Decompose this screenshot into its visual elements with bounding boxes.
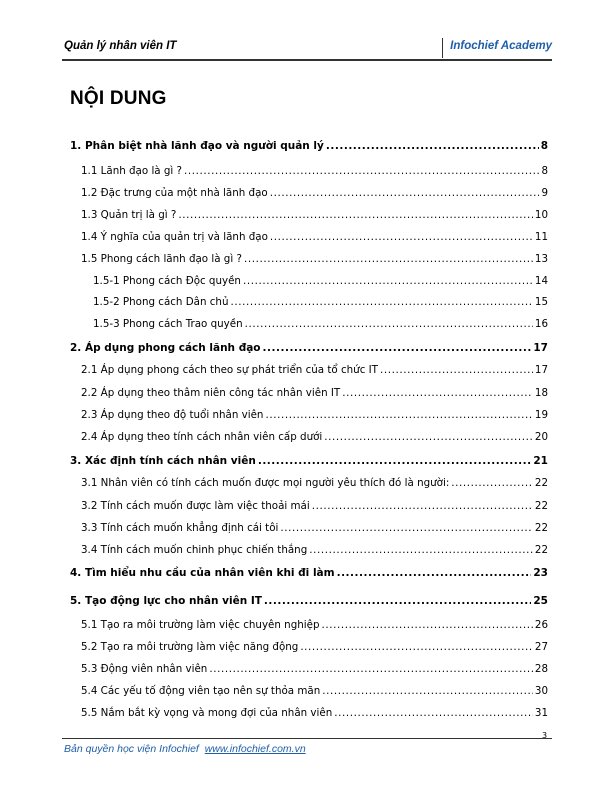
toc-entry[interactable] xyxy=(81,409,548,421)
toc-entry-label: 5.3 Động viên nhân viên xyxy=(81,663,208,675)
toc-entry-label: 1.4 Ý nghĩa của quản trị và lãnh đạo xyxy=(81,231,268,243)
footer-copyright xyxy=(64,743,306,755)
toc-entry[interactable] xyxy=(81,187,548,199)
toc-leader-dots xyxy=(178,209,533,221)
toc-entry[interactable] xyxy=(81,231,548,243)
header-rule xyxy=(62,59,552,61)
toc-entry[interactable] xyxy=(81,165,548,177)
toc-entry[interactable] xyxy=(81,685,548,697)
toc-entry-page: 18 xyxy=(534,387,548,399)
toc-entry[interactable] xyxy=(81,253,548,265)
toc-entry-page: 9 xyxy=(541,187,548,199)
toc-entry-page: 8 xyxy=(540,140,548,152)
toc-entry-page: 13 xyxy=(534,253,548,265)
toc-entry[interactable] xyxy=(81,477,548,489)
toc-entry[interactable] xyxy=(70,595,548,607)
toc-entry-page: 15 xyxy=(534,296,548,308)
toc-leader-dots xyxy=(451,477,533,489)
page-title: NỘI DUNG xyxy=(70,88,167,109)
toc-entry-label: 2.1 Áp dụng phong cách theo sự phát triển của tổ chức IT xyxy=(81,364,378,376)
toc-leader-dots xyxy=(322,685,533,697)
toc-entry-label: 5.2 Tạo ra môi trường làm việc năng động xyxy=(81,641,299,653)
toc-leader-dots xyxy=(342,387,533,399)
toc-entry-label: 2. Áp dụng phong cách lãnh đạo xyxy=(70,342,261,354)
toc-leader-dots xyxy=(380,364,533,376)
toc-entry-label: 3.1 Nhân viên có tính cách muốn được mọi người yêu thích đó là người: xyxy=(81,477,450,489)
toc-leader-dots xyxy=(322,619,533,631)
footer-link[interactable]: www.infochief.com.vn xyxy=(204,743,306,755)
toc-entry[interactable] xyxy=(81,663,548,675)
toc-leader-dots xyxy=(244,253,533,265)
toc-entry[interactable] xyxy=(70,567,548,579)
toc-entry[interactable] xyxy=(81,364,548,376)
toc-entry-page: 21 xyxy=(533,455,548,467)
toc-entry-page: 14 xyxy=(534,275,548,287)
toc-entry-label: 1.5-1 Phong cách Độc quyền xyxy=(93,275,241,287)
toc-entry-page: 22 xyxy=(534,544,548,556)
toc-entry[interactable] xyxy=(81,500,548,512)
toc-leader-dots xyxy=(263,342,532,354)
toc-entry-label: 1.5-2 Phong cách Dân chủ xyxy=(93,296,229,308)
toc-entry-page: 30 xyxy=(534,685,548,697)
toc-leader-dots xyxy=(258,455,532,467)
toc-entry[interactable] xyxy=(93,296,548,308)
footer-copyright-text: Bản quyền học viện Infochief xyxy=(64,743,199,755)
toc-entry-label: 3.3 Tính cách muốn khẳng định cái tôi xyxy=(81,522,279,534)
toc-entry[interactable] xyxy=(81,641,548,653)
toc-entry-label: 1.3 Quản trị là gì ? xyxy=(81,209,177,221)
toc-leader-dots xyxy=(209,663,533,675)
toc-entry-label: 1.1 Lãnh đạo là gì ? xyxy=(81,165,183,177)
toc-entry-page: 22 xyxy=(534,522,548,534)
toc-entry-page: 19 xyxy=(534,409,548,421)
toc-leader-dots xyxy=(243,275,533,287)
toc-entry[interactable] xyxy=(81,431,548,443)
toc-entry[interactable] xyxy=(70,342,548,354)
toc-leader-dots xyxy=(245,318,533,330)
toc-entry-label: 3.4 Tính cách muốn chinh phục chiến thắng xyxy=(81,544,308,556)
toc-entry-page: 10 xyxy=(534,209,548,221)
toc-leader-dots xyxy=(312,500,533,512)
toc-entry-label: 5. Tạo động lực cho nhân viên IT xyxy=(70,595,262,607)
toc-entry-page: 31 xyxy=(534,707,548,719)
toc-leader-dots xyxy=(184,165,539,177)
toc-entry[interactable] xyxy=(81,209,548,221)
toc-entry-page: 27 xyxy=(534,641,548,653)
toc-entry-page: 22 xyxy=(534,500,548,512)
toc-entry[interactable] xyxy=(70,140,548,152)
page-number: 3 xyxy=(542,731,548,740)
toc-entry-label: 5.1 Tạo ra môi trường làm việc chuyên nghiệp xyxy=(81,619,320,631)
toc-entry-label: 2.4 Áp dụng theo tính cách nhân viên cấp dưới xyxy=(81,431,323,443)
toc-entry-label: 5.5 Nắm bắt kỳ vọng và mong đợi của nhân viên xyxy=(81,707,333,719)
toc-entry-page: 25 xyxy=(533,595,548,607)
toc-entry[interactable] xyxy=(70,455,548,467)
toc-entry[interactable] xyxy=(81,619,548,631)
toc-entry[interactable] xyxy=(81,544,548,556)
toc-entry-page: 8 xyxy=(541,165,548,177)
header-organization: Infochief Academy xyxy=(450,40,552,52)
toc-leader-dots xyxy=(230,296,532,308)
toc-leader-dots xyxy=(265,409,532,421)
toc-entry-page: 26 xyxy=(534,619,548,631)
toc-entry-label: 2.2 Áp dụng theo thâm niên công tác nhân viên IT xyxy=(81,387,341,399)
toc-leader-dots xyxy=(324,431,533,443)
toc-entry-label: 1. Phân biệt nhà lãnh đạo và người quản lý xyxy=(70,140,324,152)
header-separator xyxy=(442,38,443,58)
toc-entry[interactable] xyxy=(93,318,548,330)
toc-leader-dots xyxy=(334,707,533,719)
page-header xyxy=(62,38,552,58)
toc-entry[interactable] xyxy=(81,522,548,534)
header-document-title: Quản lý nhân viên IT xyxy=(64,40,177,52)
toc-entry-label: 1.2 Đặc trưng của một nhà lãnh đạo xyxy=(81,187,268,199)
footer-rule xyxy=(62,738,552,739)
toc-entry-page: 20 xyxy=(534,431,548,443)
toc-leader-dots xyxy=(300,641,533,653)
toc-entry-label: 2.3 Áp dụng theo độ tuổi nhân viên xyxy=(81,409,264,421)
toc-entry-label: 3.2 Tính cách muốn được làm việc thoải mái xyxy=(81,500,310,512)
toc-entry-page: 23 xyxy=(533,567,548,579)
toc-leader-dots xyxy=(280,522,533,534)
toc-entry-label: 4. Tìm hiểu nhu cầu của nhân viên khi đi làm xyxy=(70,567,335,579)
toc-leader-dots xyxy=(264,595,531,607)
toc-entry-page: 16 xyxy=(534,318,548,330)
toc-entry[interactable] xyxy=(93,275,548,287)
toc-entry-label: 1.5-3 Phong cách Trao quyền xyxy=(93,318,243,330)
toc-entry[interactable] xyxy=(81,707,548,719)
toc-entry-label: 1.5 Phong cách lãnh đạo là gì ? xyxy=(81,253,242,265)
toc-entry-page: 17 xyxy=(533,342,548,354)
toc-entry-label: 5.4 Các yếu tố động viên tạo nên sự thỏa mãn xyxy=(81,685,321,697)
toc-entry[interactable] xyxy=(81,387,548,399)
toc-leader-dots xyxy=(337,567,532,579)
toc-entry-page: 17 xyxy=(534,364,548,376)
toc-entry-page: 11 xyxy=(534,231,548,243)
toc-entry-page: 22 xyxy=(534,477,548,489)
toc-entry-page: 28 xyxy=(534,663,548,675)
toc-leader-dots xyxy=(309,544,533,556)
toc-leader-dots xyxy=(270,231,533,243)
toc-leader-dots xyxy=(270,187,540,199)
toc-entry-label: 3. Xác định tính cách nhân viên xyxy=(70,455,256,467)
toc-leader-dots xyxy=(326,140,539,152)
